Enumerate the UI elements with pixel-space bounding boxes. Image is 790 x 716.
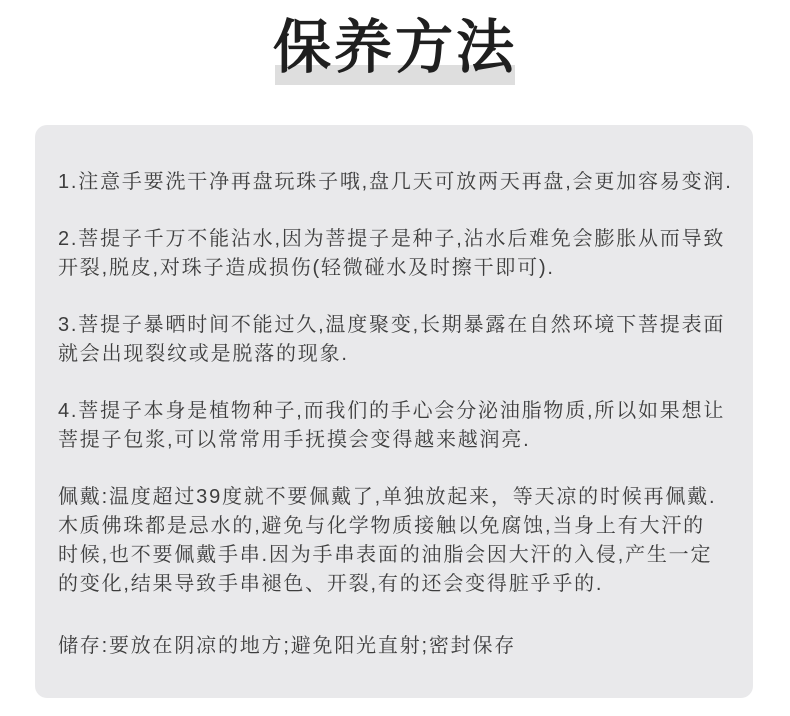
wearing-tip-line: 的变化,结果导致手串褪色、开裂,有的还会变得脏乎乎的. bbox=[58, 573, 604, 595]
care-tip-line: 2.菩提子千万不能沾水,因为菩提子是种子,沾水后难免会膨胀从而导致 bbox=[58, 228, 726, 250]
care-tip-3 bbox=[58, 311, 753, 369]
care-tip-2 bbox=[58, 225, 753, 283]
care-tip-line: 3.菩提子暴晒时间不能过久,温度聚变,长期暴露在自然环境下菩提表面 bbox=[58, 314, 726, 336]
wearing-tip-line: 木质佛珠都是忌水的,避免与化学物质接触以免腐蚀,当身上有大汗的 bbox=[58, 515, 705, 537]
care-tip-line: 1.注意手要洗干净再盘玩珠子哦,盘几天可放两天再盘,会更加容易变润. bbox=[58, 171, 733, 193]
storage-tip bbox=[58, 632, 753, 661]
wearing-tip-line: 时候,也不要佩戴手串.因为手串表面的油脂会因大汗的入侵,产生一定 bbox=[58, 544, 713, 566]
page-title: 保养方法 bbox=[272, 15, 517, 80]
wearing-tip bbox=[58, 483, 753, 599]
title-section bbox=[0, 0, 790, 100]
wearing-tip-line: 佩戴:温度超过39度就不要佩戴了,单独放起来，等天凉的时候再佩戴. bbox=[58, 486, 717, 508]
care-tip-line: 4.菩提子本身是植物种子,而我们的手心会分泌油脂物质,所以如果想让 bbox=[58, 400, 726, 422]
care-tip-line: 就会出现裂纹或是脱落的现象. bbox=[58, 343, 349, 365]
care-tip-line: 开裂,脱皮,对珠子造成损伤(轻微碰水及时擦干即可). bbox=[58, 257, 555, 279]
care-tip-1 bbox=[58, 168, 753, 197]
storage-tip-line: 储存:要放在阴凉的地方;避免阳光直射;密封保存 bbox=[58, 635, 517, 657]
care-tip-line: 菩提子包浆,可以常常用手抚摸会变得越来越润亮. bbox=[58, 429, 531, 451]
care-instructions-panel bbox=[35, 125, 753, 698]
care-tip-4 bbox=[58, 397, 753, 455]
